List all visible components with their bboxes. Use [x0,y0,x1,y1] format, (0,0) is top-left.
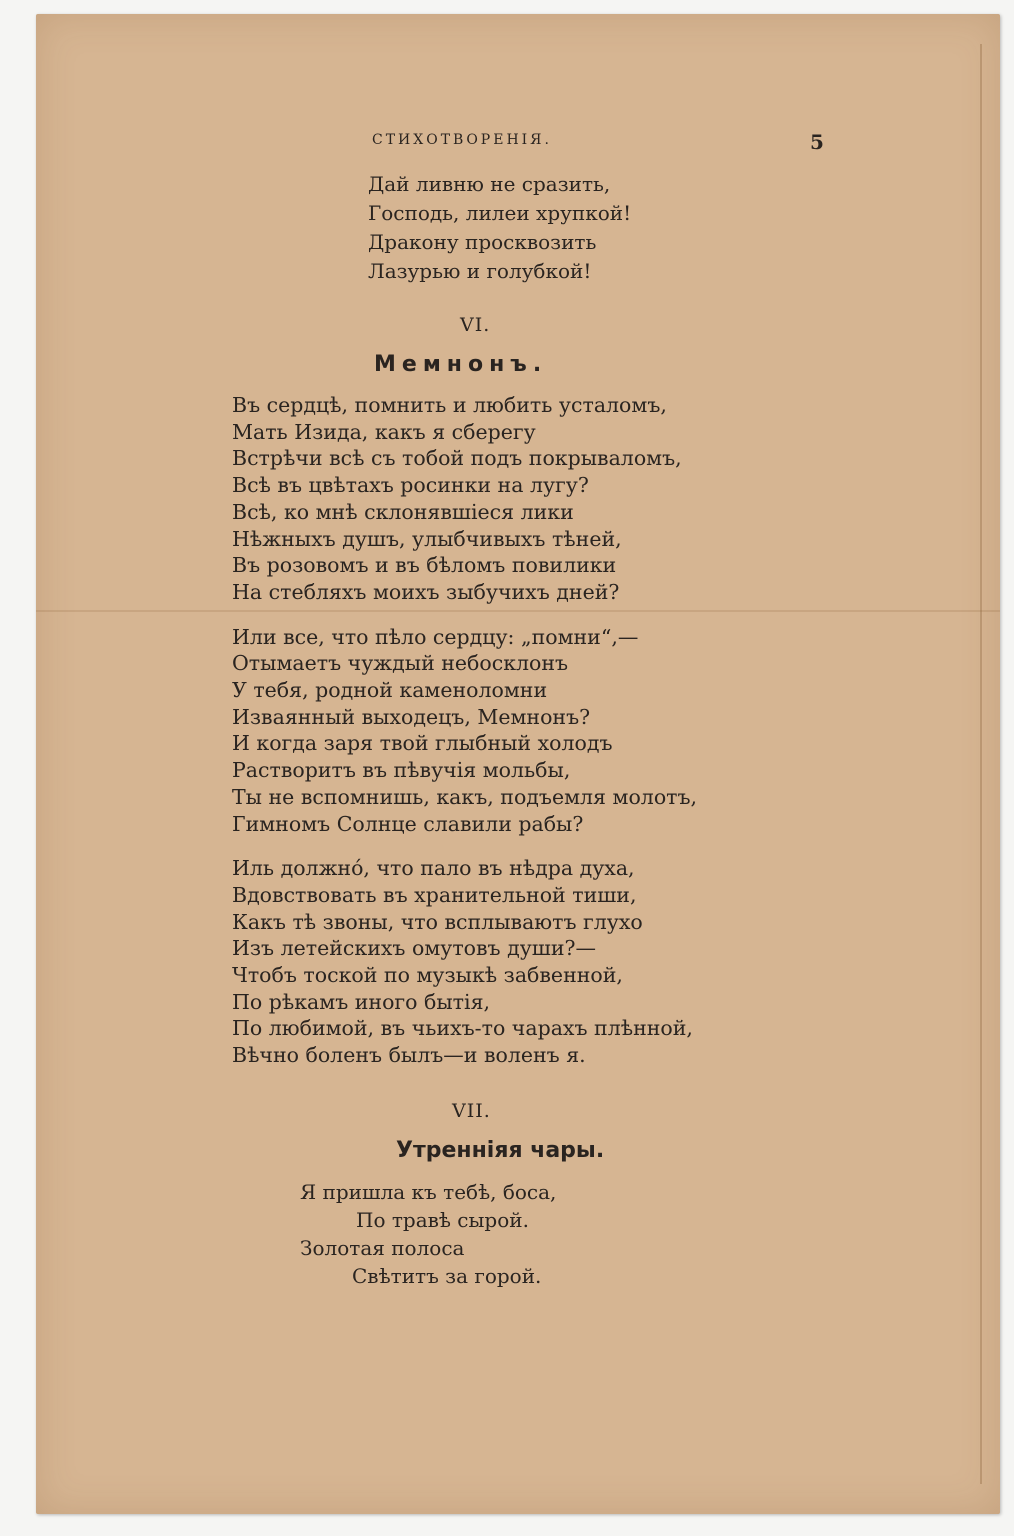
verse-line: Золотая полоса [300,1236,465,1260]
verse-line: Какъ тѣ звоны, что всплываютъ глухо [232,909,643,934]
verse-line: Всѣ въ цвѣтахъ росинки на лугу? [232,473,589,498]
poem-title: Утренніяя чары. [396,1138,605,1163]
section-numeral: VI. [460,314,491,336]
verse-line: Всѣ, ко мнѣ склонявшіеся лики [232,499,574,524]
verse-line: Отымаетъ чуждый небосклонъ [232,651,569,676]
verse-line: По любимой, въ чьихъ-то чарахъ плѣнной, [232,1016,693,1041]
poem-morning-charms [300,1178,556,1290]
verse-line: По рѣкамъ иного бытія, [232,989,491,1014]
verse-line: Нѣжныхъ душъ, улыбчивыхъ тѣней, [232,526,622,551]
stanza [232,392,697,606]
section-numeral: VII. [452,1100,491,1122]
poem-memnon [232,392,697,1069]
verse-line: Свѣтитъ за горой. [352,1264,542,1288]
verse-line: Въ сердцѣ, помнить и любить усталомъ, [232,393,667,417]
verse-line: Дракону просквозить [368,230,597,254]
verse-line: Или все, что пѣло сердцу: „помни“,— [232,624,639,649]
verse-line: Лазурью и голубкой! [368,259,592,283]
verse-line: Я пришла къ тебѣ, боса, [300,1180,557,1204]
verse-line: Встрѣчи всѣ съ тобой подъ покрываломъ, [232,446,682,471]
top-stanza [368,170,631,286]
verse-line: Ты не вспомнишь, какъ, подъемля молотъ, [232,784,698,809]
verse-line: Вдовствовать въ хранительной тиши, [232,882,637,907]
verse-line: И когда заря твой глыбный холодъ [232,731,613,756]
running-head: СТИХОТВОРЕНІЯ. [372,132,552,148]
verse-line: Дай ливню не сразить, [368,172,611,196]
verse-line: По травѣ сырой. [356,1208,529,1232]
stanza [232,855,697,1069]
stanza [232,624,697,838]
verse-line: Въ розовомъ и въ бѣломъ повилики [232,553,617,578]
poem-title: Мемнонъ. [374,352,548,377]
verse-line: Вѣчно боленъ былъ—и воленъ я. [232,1043,586,1068]
verse-line: У тебя, родной каменоломни [232,678,548,703]
verse-line: Иль должно́, что пало въ нѣдра духа, [232,856,635,881]
verse-line: На стебляхъ моихъ зыбучихъ дней? [232,579,620,604]
verse-line: Изъ летейскихъ омутовъ души?— [232,936,597,961]
verse-line: Господь, лилеи хрупкой! [368,201,632,225]
verse-line: Чтобъ тоской по музыкѣ забвенной, [232,963,623,988]
verse-line: Гимномъ Солнце славили рабы? [232,811,584,836]
verse-line: Мать Изида, какъ я сберегу [232,419,536,444]
verse-line: Изваянный выходецъ, Мемнонъ? [232,704,591,729]
page-number: 5 [810,130,824,154]
verse-line: Растворитъ въ пѣвучія мольбы, [232,758,571,783]
